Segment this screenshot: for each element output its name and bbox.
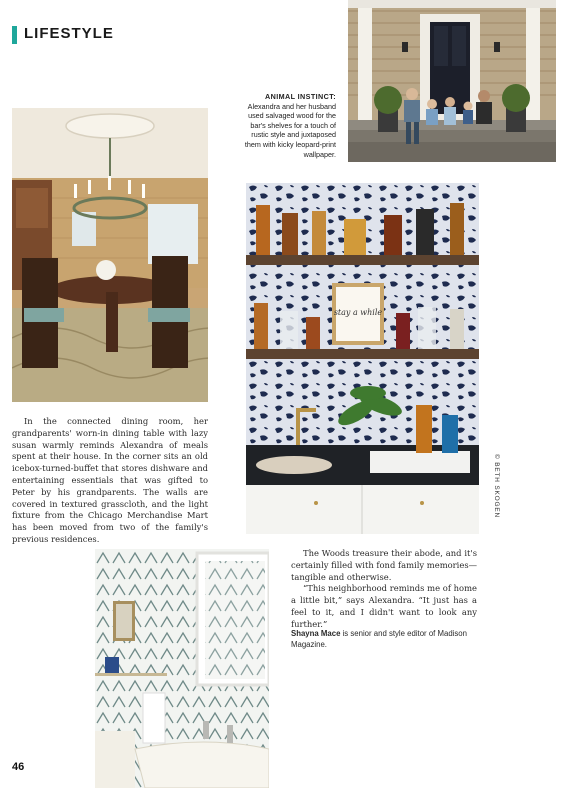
herringbone-bathroom-photo — [95, 549, 269, 788]
caption-text: Alexandra and her husband used salvaged wood for the bar's shelves for a touch of rustic style and juxtaposed them with kicky leopard-print wallpaper. — [244, 101, 336, 159]
section-accent-bar — [12, 26, 17, 44]
closing-paragraph-1: The Woods treasure their abode, and it's certainly filled with fond family memories—tangible and otherwise. — [291, 548, 477, 582]
author-bio-text: is senior and style editor of Madison Magazine. — [291, 629, 467, 649]
dining-room-text: In the connected dining room, her grandparents' worn-in dining table with lazy susan warmly reminds Alexandra of meals spent at their house. In the corner sits an old icebox-turned-buffet that stores dishware and entertaining essentials that was gifted to Peter by his grandparents. The walls are covered in textured grasscloth, and the light fixture from the Chicago Merchandise Mart has been moved from two of the family's previous residences. — [12, 416, 208, 544]
page-number: 46 — [12, 761, 25, 773]
dining-room-photo — [12, 108, 208, 402]
author-name: Shayna Mace — [291, 629, 341, 638]
stay-a-while-print: stay a while — [333, 308, 383, 317]
leopard-bar-photo — [246, 183, 479, 534]
photo-credit-text: © BETH SKOGEN — [493, 454, 500, 518]
caption-lead: ANIMAL INSTINCT: — [265, 92, 336, 101]
closing-paragraph-2: “This neighborhood reminds me of home a little bit,” says Alexandra. “It just has a feel to it, and I didn't want to look any further.” — [291, 583, 477, 629]
photo-caption — [236, 92, 336, 159]
dining-room-paragraph — [12, 416, 208, 546]
author-bio — [291, 628, 477, 650]
family-porch-photo — [348, 0, 556, 162]
closing-paragraphs — [291, 548, 477, 631]
photo-credit — [488, 454, 504, 534]
section-label: LIFESTYLE — [24, 25, 114, 42]
